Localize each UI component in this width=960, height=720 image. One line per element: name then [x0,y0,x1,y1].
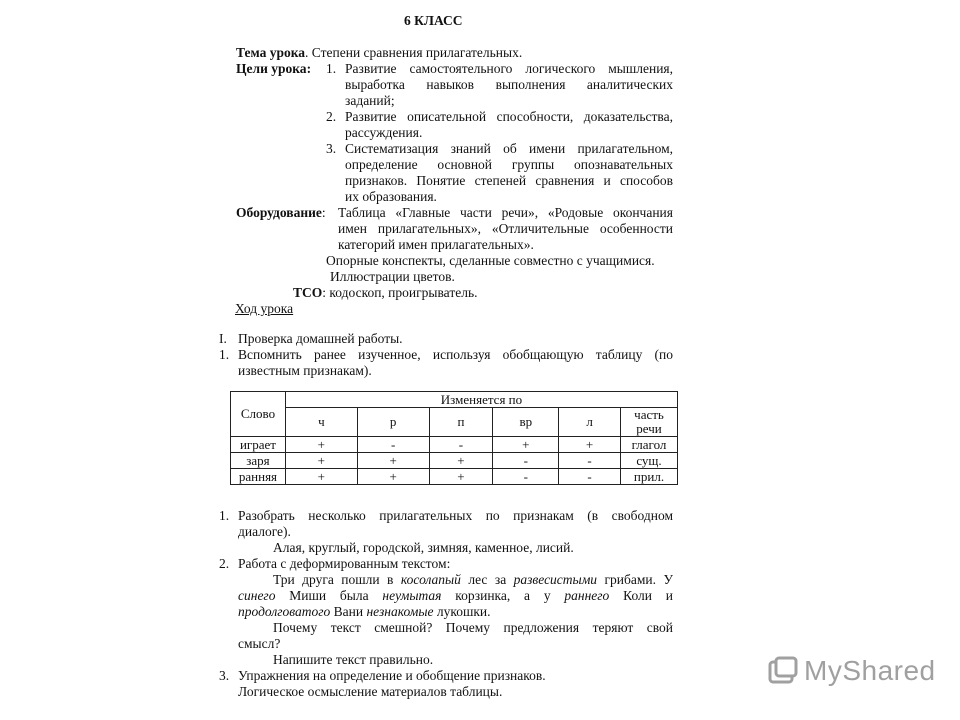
topic-label: Тема урока [236,45,306,60]
table-subheader: вр [493,408,559,437]
watermark [768,655,936,687]
task-2-paragraph-line-1: Три друга пошли в косолапый лес за развесистыми грибами. У [273,572,673,587]
goal-3-line-1: Систематизация знаний об имени прилагательном, [345,141,673,156]
task-2-question-2: смысл? [238,636,281,651]
table-cell: + [559,437,621,453]
task-2-paragraph-line-3: продолговатого Вани незнакомые лукошки. [238,604,491,619]
table-cell-pos: сущ. [621,453,678,469]
features-table [230,391,678,485]
table-cell: + [357,469,429,485]
page-title: 6 КЛАСС [404,13,463,28]
table-subheader: л [559,408,621,437]
table-cell-word: ранняя [231,469,286,485]
item-1-line-2: известным признакам). [238,363,372,378]
goal-1-line-1: Развитие самостоятельного логического мышления, [345,61,673,76]
table-cell-pos: глагол [621,437,678,453]
goals-label: Цели урока: [236,61,312,76]
table-subheader: п [429,408,493,437]
task-2-text: Работа с деформированным текстом: [238,556,451,571]
table-subheader: ч [285,408,357,437]
table-row [231,469,678,485]
task-1-line-1: Разобрать несколько прилагательных по признакам (в свободном [238,508,673,523]
task-2-paragraph-line-2: синего Миши была неумытая корзинка, а у раннего Коли и [238,588,673,603]
table-cell: + [285,437,357,453]
task-3-text-2: Логическое осмысление материалов таблицы. [238,684,503,699]
item-1-line-1: Вспомнить ранее изученное, используя обобщающую таблицу (по [238,347,673,362]
table-cell: - [429,437,493,453]
task-1-words: Алая, круглый, городской, зимняя, каменное, лисий. [273,540,574,555]
goal-2-line-1: Развитие описательной способности, доказательства, [345,109,673,124]
tso-label: ТСО [293,285,323,300]
section-1-num: I. [219,331,227,346]
table-cell: - [493,453,559,469]
equipment-extra-2: Иллюстрации цветов. [330,269,455,284]
tso-text: : кодоскоп, проигрыватель. [322,285,478,300]
table-cell: - [559,469,621,485]
topic-line [236,45,522,61]
task-2-instruction: Напишите текст правильно. [273,652,434,667]
table-row [231,437,678,453]
watermark-text: MyShared [804,655,936,686]
goal-num-3: 3. [326,141,337,156]
table-cell: + [429,469,493,485]
equipment-extra-1: Опорные конспекты, сделанные совместно с учащимися. [326,253,655,268]
goal-2-line-2: рассуждения. [345,125,423,140]
lesson-heading: Ход урока [235,301,294,316]
task-1-num: 1. [219,508,230,523]
table-cell: + [429,453,493,469]
table-cell-word: играет [231,437,286,453]
equipment-line-2: имен прилагательных», «Отличительные особенности [338,221,673,236]
goal-1-line-3: заданий; [345,93,395,108]
goal-3-line-2: определение основной группы опознавательных [345,157,673,172]
goal-num-2: 2. [326,109,337,124]
item-1-num: 1. [219,347,230,362]
table-cell: + [493,437,559,453]
tso-line [293,285,477,301]
table-header-changes: Изменяется по [285,392,677,408]
table-row [231,453,678,469]
goal-1-line-2: выработка навыков выполнения аналитических [345,77,673,92]
task-3-num: 3. [219,668,230,683]
goal-num-1: 1. [326,61,337,76]
table-cell: + [357,453,429,469]
table-subheader: р [357,408,429,437]
table-subheader-pos: часть речи [621,408,678,437]
topic-text: . Степени сравнения прилагательных. [305,45,523,60]
table-cell: + [285,469,357,485]
equipment-line-1: Таблица «Главные части речи», «Родовые окончания [338,205,673,220]
myshared-logo-icon [768,656,798,686]
table-header-word: Слово [231,392,286,437]
equipment-label-line: Оборудование: [236,205,326,220]
section-1-text: Проверка домашней работы. [238,331,403,346]
task-1-line-2: диалоге). [238,524,291,539]
table-cell: - [357,437,429,453]
table-cell: - [493,469,559,485]
goal-3-line-3: признаков. Понятие степеней сравнения и способов [345,173,673,188]
equipment-line-3: категорий имен прилагательных». [338,237,534,252]
task-3-text: Упражнения на определение и обобщение признаков. [238,668,546,683]
task-2-num: 2. [219,556,230,571]
table-cell-pos: прил. [621,469,678,485]
goal-3-line-4: их образования. [345,189,437,204]
task-2-question-1: Почему текст смешной? Почему предложения теряют свой [273,620,673,635]
equipment-label: Оборудование [236,205,322,220]
table-cell: + [285,453,357,469]
table-cell-word: заря [231,453,286,469]
table-cell: - [559,453,621,469]
